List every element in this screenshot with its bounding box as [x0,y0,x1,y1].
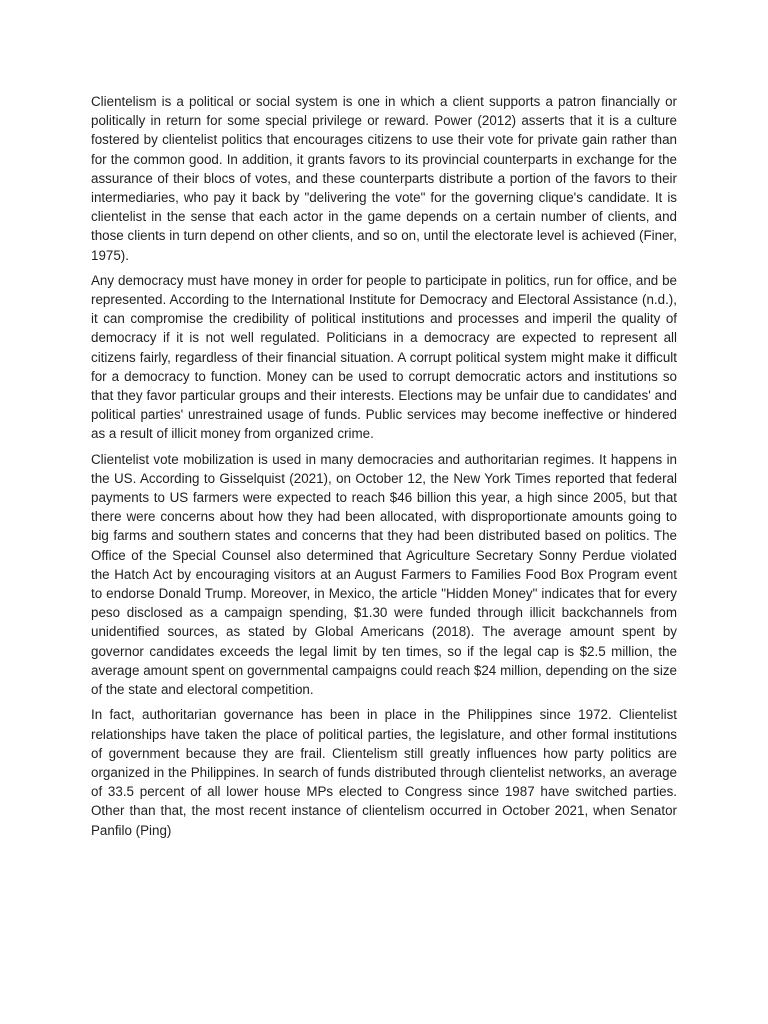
paragraph-philippines: In fact, authoritarian governance has been in place in the Philippines since 1972. Clientelist relationships have taken the place of political parties, the legislature, and other formal institutions of government because they are frail. Clientelism still greatly influences how party politics are organized in the Philippines. In search of funds distributed through clientelist networks, an average of 33.5 percent of all lower house MPs elected to Congress since 1987 have switched parties. Other than that, the most recent instance of clientelism occurred in October 2021, when Senator Panfilo (Ping) [91,707,677,838]
paragraph-democracy-money: Any democracy must have money in order for people to participate in politics, run for office, and be represented. According to the International Institute for Democracy and Electoral Assistance (n.d.), it can compromise the credibility of political institutions and processes and imperil the quality of democracy if it is not well regulated. Politicians in a democracy are expected to represent all citizens fairly, regardless of their financial situation. A corrupt political system might make it difficult for a democracy to function. Money can be used to corrupt democratic actors and institutions so that they favor particular groups and their interests. Elections may be unfair due to candidates' and political parties' unrestrained usage of funds. Public services may become ineffective or hindered as a result of illicit money from organized crime. [91,272,677,442]
document-body [91,92,677,846]
paragraph-clientelism-definition: Clientelism is a political or social system is one in which a client supports a patron financially or politically in return for some special privilege or reward. Power (2012) asserts that it is a culture fostered by clientelist politics that encourages citizens to use their vote for private gain rather than for the common good. In addition, it grants favors to its provincial counterparts in exchange for the assurance of their blocs of votes, and these counterparts distribute a portion of the favors to their intermediaries, who pay it back by "delivering the vote" for the governing clique's candidate. It is clientelist in the sense that each actor in the game depends on a certain number of clients, and those clients in turn depend on other clients, and so on, until the electorate level is achieved (Finer, 1975). [91,94,677,263]
paragraph-vote-mobilization: Clientelist vote mobilization is used in many democracies and authoritarian regimes. It happens in the US. According to Gisselquist (2021), on October 12, the New York Times reported that federal payments to US farmers were expected to reach $46 billion this year, a high since 2005, but that there were concerns about how they had been allocated, with disproportionate amounts going to big farms and southern states and concerns that they had been distributed based on politics. The Office of the Special Counsel also determined that Agriculture Secretary Sonny Perdue violated the Hatch Act by encouraging visitors at an August Farmers to Families Food Box Program event to endorse Donald Trump. Moreover, in Mexico, the article "Hidden Money" indicates that for every peso disclosed as a campaign spending, $1.30 were funded through illicit backchannels from unidentified sources, as stated by Global Americans (2018). The average amount spent by governor candidates exceeds the legal limit by ten times, so if the legal cap is $2.5 million, the average amount spent on governmental campaigns could reach $24 million, depending on the size of the state and electoral competition. [91,451,677,698]
